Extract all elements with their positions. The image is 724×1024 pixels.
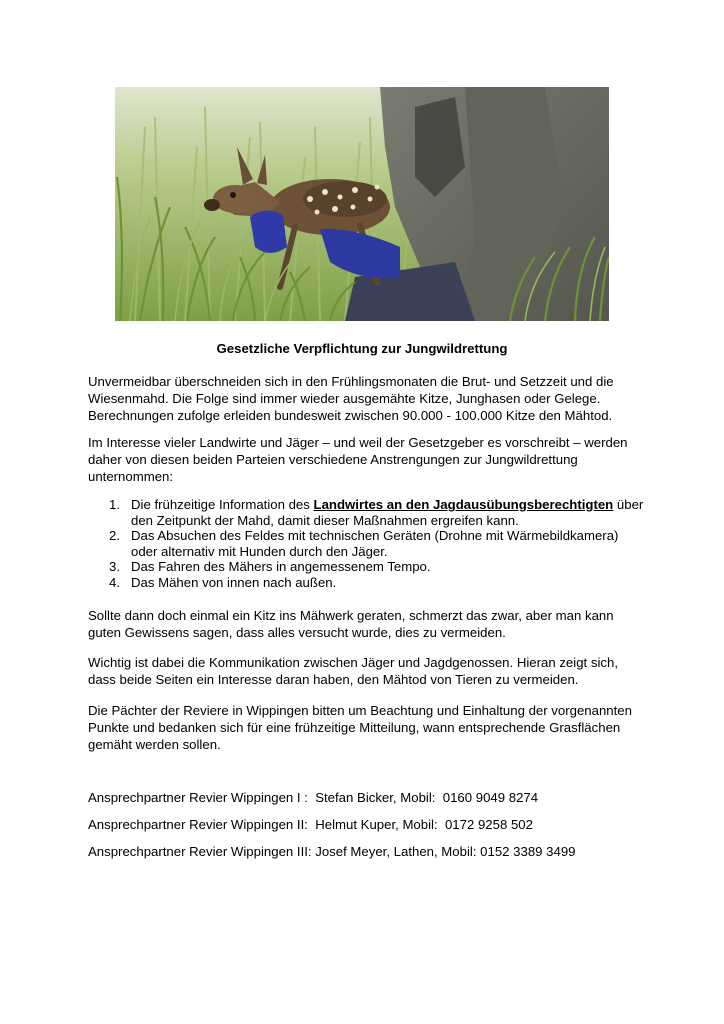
list-item: 1. Die frühzeitige Information des Landwirtes an den Jagdausübungsberechtigten über den Zeitpunkt der Mahd, damit dieser Maßnahmen ergreifen kann. xyxy=(109,497,644,528)
fawn-rescue-photo xyxy=(115,87,609,321)
contact-line-revier-2: Ansprechpartner Revier Wippingen II: Helmut Kuper, Mobil: 0172 9258 502 xyxy=(88,817,533,832)
photo-illustration xyxy=(115,87,609,321)
list-item: 2. Das Absuchen des Feldes mit technischen Geräten (Drohne mit Wärmebildkamera) oder alternativ mit Hunden durch den Jäger. xyxy=(109,528,619,559)
emphasized-text: Landwirtes an den Jagdausübungsberechtigten xyxy=(313,497,614,512)
list-item: 3. Das Fahren des Mähers in angemessenem Tempo. xyxy=(109,559,431,575)
intro-paragraph: Unvermeidbar überschneiden sich in den Frühlingsmonaten die Brut- und Setzzeit und die Wiesenmahd. Die Folge sind immer wieder ausgemähte Kitze, Junghasen oder Gelege. Berechnungen zufolge erleiden bundesweit zwischen 90.000 - 100.000 Kitze den Mähtod. xyxy=(88,374,614,423)
list-item: 4. Das Mähen von innen nach außen. xyxy=(109,574,337,590)
contact-line-revier-3: Ansprechpartner Revier Wippingen III: Josef Meyer, Lathen, Mobil: 0152 3389 3499 xyxy=(88,844,576,859)
document-title: Gesetzliche Verpflichtung zur Jungwildrettung xyxy=(216,341,508,356)
efforts-paragraph: Im Interesse vieler Landwirte und Jäger – und weil der Gesetzgeber es vorschreibt – werden daher von diesen beiden Parteien verschiedene Anstrengungen zur Jungwildrettung unternommen: xyxy=(88,435,628,484)
contact-line-revier-1: Ansprechpartner Revier Wippingen I : Stefan Bicker, Mobil: 0160 9049 8274 xyxy=(88,790,539,805)
request-paragraph: Die Pächter der Reviere in Wippingen bitten um Beachtung und Einhaltung der vorgenannten Punkte und bedanken sich für eine frühzeitige Mitteilung, wann entsprechende Grasflächen gemäht werden sollen. xyxy=(88,703,632,752)
communication-paragraph: Wichtig ist dabei die Kommunikation zwischen Jäger und Jagdgenossen. Hieran zeigt sich, dass beide Seiten ein Interesse daran haben, den Mähtod von Tieren zu vermeiden. xyxy=(88,655,618,687)
accident-paragraph: Sollte dann doch einmal ein Kitz ins Mähwerk geraten, schmerzt das zwar, aber man kann guten Gewissens sagen, dass alles versucht wurde, dies zu vermeiden. xyxy=(88,608,614,640)
measures-list xyxy=(88,497,648,591)
